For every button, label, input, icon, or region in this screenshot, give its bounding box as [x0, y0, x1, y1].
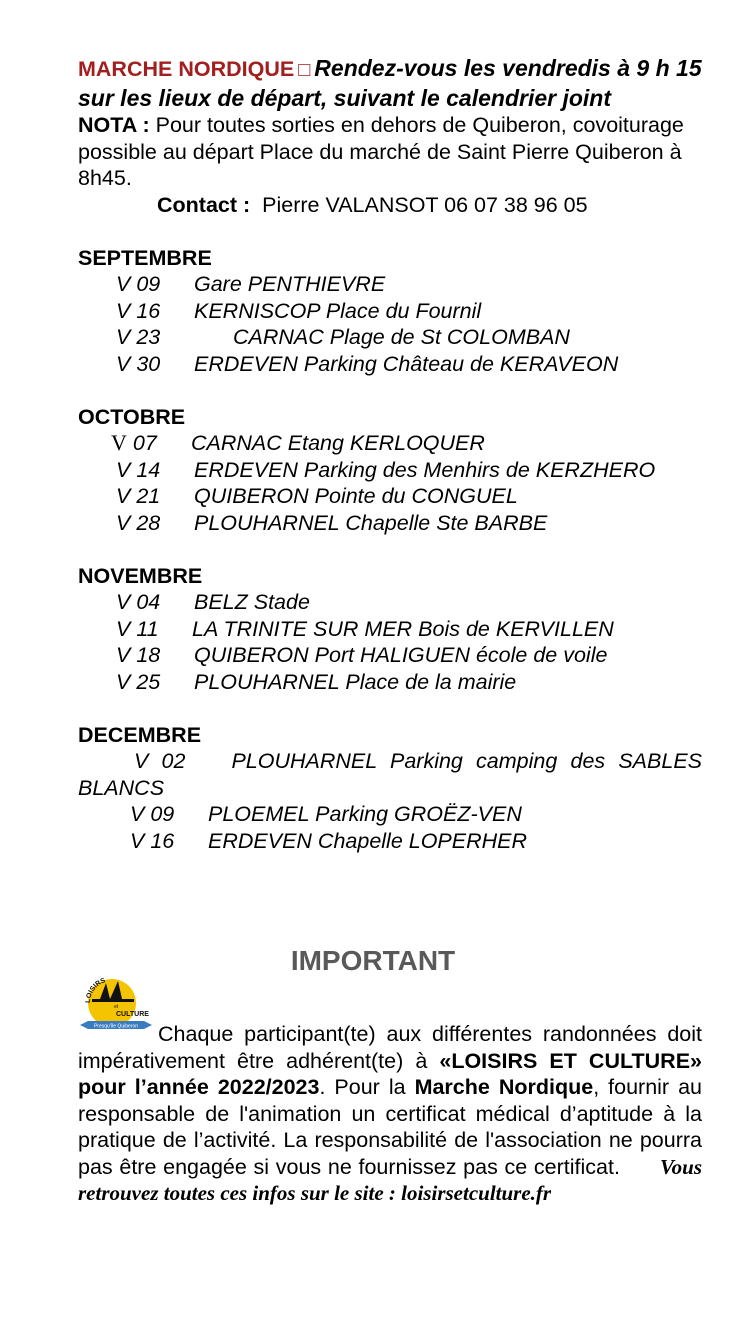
important-paragraph [78, 1021, 702, 1207]
month-october: OCTOBRE [78, 404, 186, 429]
svg-text:et: et [114, 1004, 119, 1010]
document-page [78, 54, 702, 1205]
schedule-row-wrapped [78, 748, 702, 801]
schedule-row [78, 642, 702, 669]
row-place: BELZ Stade [194, 590, 310, 614]
schedule-row [78, 828, 702, 855]
header-paragraph [78, 54, 702, 112]
row-place: LA TRINITE SUR MER Bois de KERVILLEN [192, 616, 614, 641]
nota-text: Pour toutes sorties en dehors de Quiberon, covoiturage possible au départ Place du marché de Saint Pierre Quiberon à 8h45. [78, 113, 684, 190]
nota-label: NOTA : [78, 113, 150, 137]
contact-label: Contact : [157, 192, 251, 217]
schedule-row [78, 351, 702, 378]
box-glyph: □ [298, 59, 311, 81]
row-date: V 02 [134, 749, 186, 773]
schedule-row [78, 589, 702, 616]
important-text-1: Chaque participant(te) aux différentes randonnées doit impérativement être adhérent(te) à [78, 1022, 702, 1073]
row-date: V 14 [116, 457, 161, 482]
month-september: SEPTEMBRE [78, 245, 212, 270]
row-date: V 16 [130, 828, 175, 853]
schedule-row [78, 271, 702, 298]
schedule-row [78, 483, 702, 510]
row-date: V 09 [116, 272, 161, 296]
row-place: PLOUHARNEL Place de la mairie [194, 669, 517, 694]
marche-nordique-bold: Marche Nordique [414, 1075, 594, 1099]
row-place: QUIBERON Port HALIGUEN école de voile [194, 643, 608, 667]
row-place: PLOUHARNEL Chapelle Ste BARBE [194, 510, 548, 535]
month-november: NOVEMBRE [78, 563, 203, 588]
row-place: PLOEMEL Parking GROËZ-VEN [208, 802, 522, 826]
contact-text: Pierre VALANSOT 06 07 38 96 05 [250, 192, 588, 217]
activity-title: MARCHE NORDIQUE [78, 57, 295, 81]
svg-text:LOISIRS: LOISIRS [84, 977, 107, 1004]
website-info: Vous retrouvez toutes ces infos sur le site : loisirsetculture.fr [78, 1154, 702, 1205]
row-place: PLOUHARNEL Parking camping des SABLES BLANCS [78, 749, 702, 800]
schedule-row [78, 669, 702, 696]
schedule-row [78, 430, 702, 457]
row-date: V 28 [116, 510, 161, 535]
row-date: V 30 [116, 351, 161, 376]
important-heading: IMPORTANT [290, 945, 456, 976]
important-text-2: . Pour la [319, 1075, 415, 1099]
row-date: V 09 [130, 802, 175, 826]
schedule-row [78, 298, 702, 325]
row-date: V 11 [116, 616, 159, 641]
row-place: KERNISCOP Place du Fournil [194, 298, 482, 323]
row-place: QUIBERON Pointe du CONGUEL [194, 484, 518, 508]
row-date: V 04 [116, 590, 161, 614]
nota-paragraph [78, 112, 702, 192]
contact-line [78, 192, 702, 219]
row-place: CARNAC Etang KERLOQUER [191, 431, 485, 455]
row-date: V 18 [116, 643, 161, 667]
row-date: V 21 [116, 484, 161, 508]
schedule-row [78, 616, 702, 643]
important-text-3: , fournir au responsable de l'animation un certificat médical d’aptitude à la pratique de l’activité. La responsabilité de l'association ne pourra pas être engagée si vous ne fournissez pas ce certificat. [78, 1075, 702, 1179]
row-date: V 07 [111, 430, 157, 455]
row-place: CARNAC Plage de St COLOMBAN [233, 325, 570, 349]
row-place: ERDEVEN Parking des Menhirs de KERZHERO [194, 457, 656, 482]
svg-text:Presqu'île Quiberon: Presqu'île Quiberon [93, 1023, 139, 1030]
row-date: V 25 [116, 669, 161, 694]
schedule-row [78, 801, 702, 828]
row-place: ERDEVEN Chapelle LOPERHER [208, 828, 528, 853]
row-place: Gare PENTHIEVRE [194, 272, 386, 296]
row-place: ERDEVEN Parking Château de KERAVEON [194, 351, 619, 376]
rendezvous-text: Rendez-vous les vendredis à 9 h 15 sur les lieux de départ, suivant le calendrier joint [78, 55, 702, 111]
svg-text:CULTURE: CULTURE [116, 1011, 149, 1018]
row-date: V 16 [116, 298, 161, 323]
schedule-row [78, 324, 702, 351]
schedule-row [78, 510, 702, 537]
row-date: V 23 [116, 325, 161, 349]
schedule-row [78, 457, 702, 484]
membership-bold: «LOISIRS ET CULTURE» pour l’année 2022/2023 [78, 1048, 702, 1099]
month-december: DECEMBRE [78, 722, 202, 747]
